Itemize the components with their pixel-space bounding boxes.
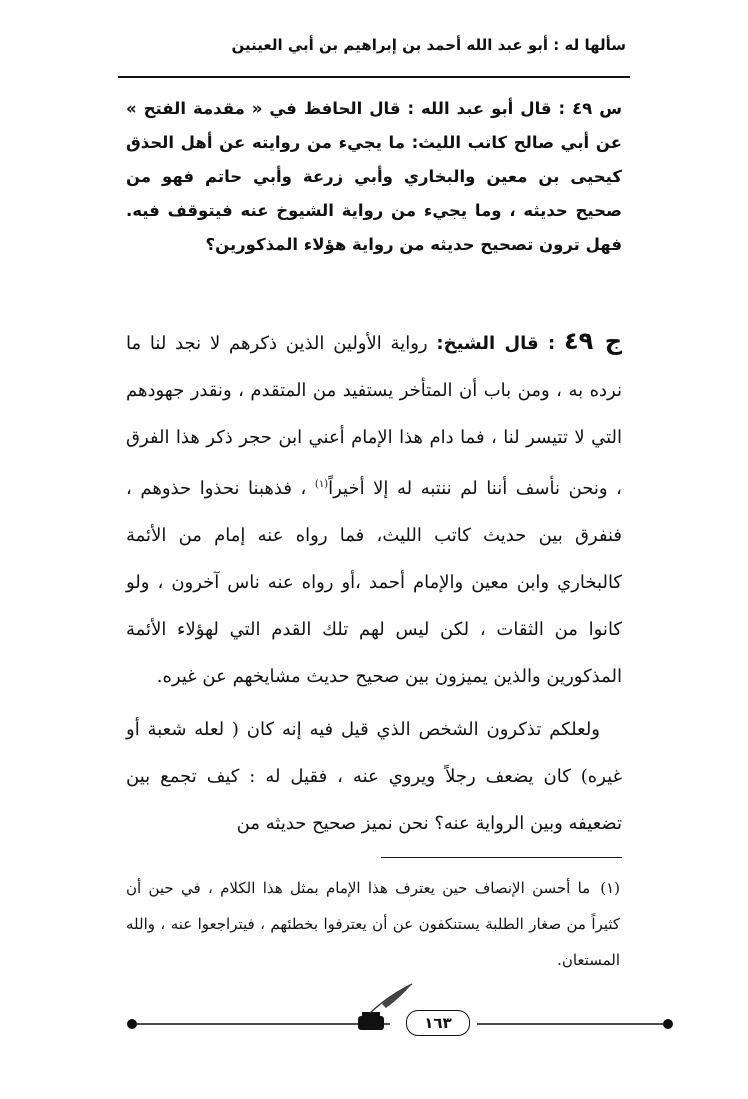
- answer-paragraph-1: [126, 318, 622, 700]
- header-rule: [118, 76, 630, 78]
- running-header: سألها له : أبو عبد الله أحمد بن إبراهيم بن أبي العينين: [231, 36, 626, 54]
- footnote-mark: (١): [600, 879, 620, 897]
- answer-text-part-1: رواية الأولين الذين ذكرهم لا نجد لنا ما نرده به ، ومن باب أن المتأخر يستفيد من المتقدم ، ونقدر جهودهم التي لا تتيسر لنا ، فما دام هذا الإمام أعني ابن حجر ذكر هذا الفرق ، ونحن نأسف أننا لم ننتبه له إلا أخيراً: [126, 333, 622, 499]
- answer-paragraph-2: ولعلكم تذكرون الشخص الذي قيل فيه إنه كان ( لعله شعبة أو غيره) كان يضعف رجلاً ويروي عنه ، فقيل له : كيف تجمع بين تضعيفه وبين الرواية عنه؟ نحن نميز صحيح حديثه من: [126, 719, 622, 834]
- footnote-reference[interactable]: (١): [314, 479, 329, 490]
- footnote-text: ما أحسن الإنصاف حين يعترف هذا الإمام بمثل هذا الكلام ، في حين أن كثيراً من صغار الطلبة يستنكفون عن أن يعترفوا بخطئهم ، فيتراجعوا عنه ، والله المستعان.: [126, 879, 620, 969]
- answer-label: : قال الشيخ:: [436, 333, 556, 354]
- answer-number: ج ٤٩: [563, 327, 622, 355]
- question-paragraph: س ٤٩ : قال أبو عبد الله : قال الحافظ في « مقدمة الفتح » عن أبي صالح كاتب الليث: ما يجيء من روايته عن أهل الحذق كيحيى بن معين والبخاري وأبي زرعة وأبي حاتم فهو من صحيح حديثه ، وما يجيء من رواية الشيوخ عنه فيتوقف فيه. فهل ترون تصحيح حديثه من رواية هؤلاء المذكورين؟: [126, 99, 622, 254]
- answer-section: [126, 318, 622, 847]
- answer-text-part-2: ، فذهبنا نحذوا حذوهم ، فنفرق بين حديث كاتب الليث، فما رواه عنه إمام من الأئمة كالبخاري وابن معين والإمام أحمد ،أو رواه عنه ناس آخرون ، ولو كانوا من الثقات ، لكن ليس لهم تلك القدم التي لهؤلاء الأئمة المذكورين والذين يميزون بين صحيح حديث مشايخهم عن غيره.: [126, 478, 622, 687]
- footer-dot-left: [127, 1019, 137, 1029]
- footer-ornament: [120, 980, 680, 1040]
- quill-and-inkwell-icon: [358, 984, 412, 1030]
- footnote: [126, 870, 620, 978]
- footnote-rule: [381, 857, 622, 858]
- page-number: ١٦٣: [406, 1010, 470, 1036]
- footer-dot-right: [663, 1019, 673, 1029]
